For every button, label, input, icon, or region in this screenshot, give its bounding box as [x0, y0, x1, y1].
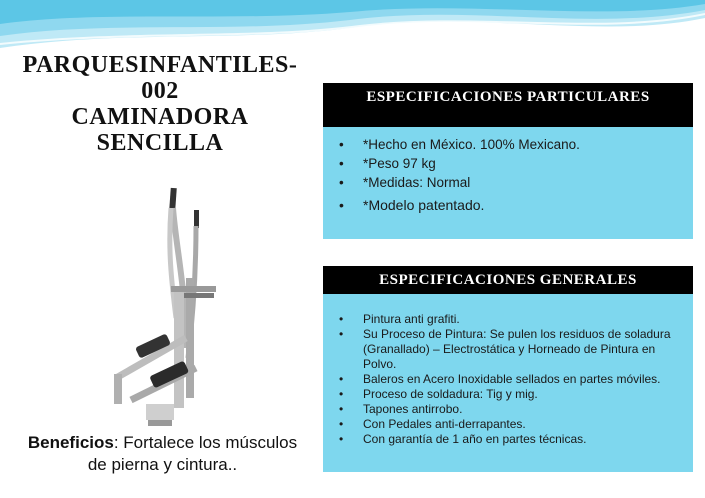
- list-item: • Su Proceso de Pintura: Se pulen los residuos de soladura (Granallado) – Electrostática y Horneado de Pintura en Polvo.: [333, 327, 683, 372]
- list-item: • Con garantía de 1 año en partes técnicas.: [333, 432, 683, 447]
- product-title: [0, 52, 320, 156]
- list-item: • *Hecho en México. 100% Mexicano.: [333, 135, 683, 154]
- list-item: • Proceso de soldadura: Tig y mig.: [333, 387, 683, 402]
- list-item: • Con Pedales anti-derrapantes.: [333, 417, 683, 432]
- title-line: SENCILLA: [96, 130, 224, 156]
- list-item: • Tapones antirrobo.: [333, 402, 683, 417]
- benefits-description: : Fortalece los músculos de pierna y cintura..: [87, 433, 298, 474]
- title-line: PARQUESINFANTILES-: [22, 52, 298, 78]
- particular-specs-header: ESPECIFICACIONES PARTICULARES: [323, 83, 693, 127]
- list-item: • *Medidas: Normal: [333, 173, 683, 192]
- benefits-label: Beneficios: [27, 433, 114, 452]
- header-wave-decoration: [0, 0, 705, 60]
- general-specs-list: [333, 312, 683, 447]
- list-item: • *Peso 97 kg: [333, 154, 683, 173]
- general-specs-panel: [323, 294, 693, 472]
- title-line: 002: [141, 78, 179, 104]
- elliptical-walker-image: [36, 178, 290, 430]
- general-specs-header: ESPECIFICACIONES GENERALES: [323, 266, 693, 294]
- particular-specs-list: [333, 135, 683, 215]
- list-item: • *Modelo patentado.: [333, 196, 683, 215]
- list-item: • Baleros en Acero Inoxidable sellados en partes móviles.: [333, 372, 683, 387]
- list-item: • Pintura anti grafiti.: [333, 312, 683, 327]
- title-line: CAMINADORA: [71, 104, 249, 130]
- particular-specs-panel: [323, 127, 693, 239]
- benefits-text: [20, 432, 305, 476]
